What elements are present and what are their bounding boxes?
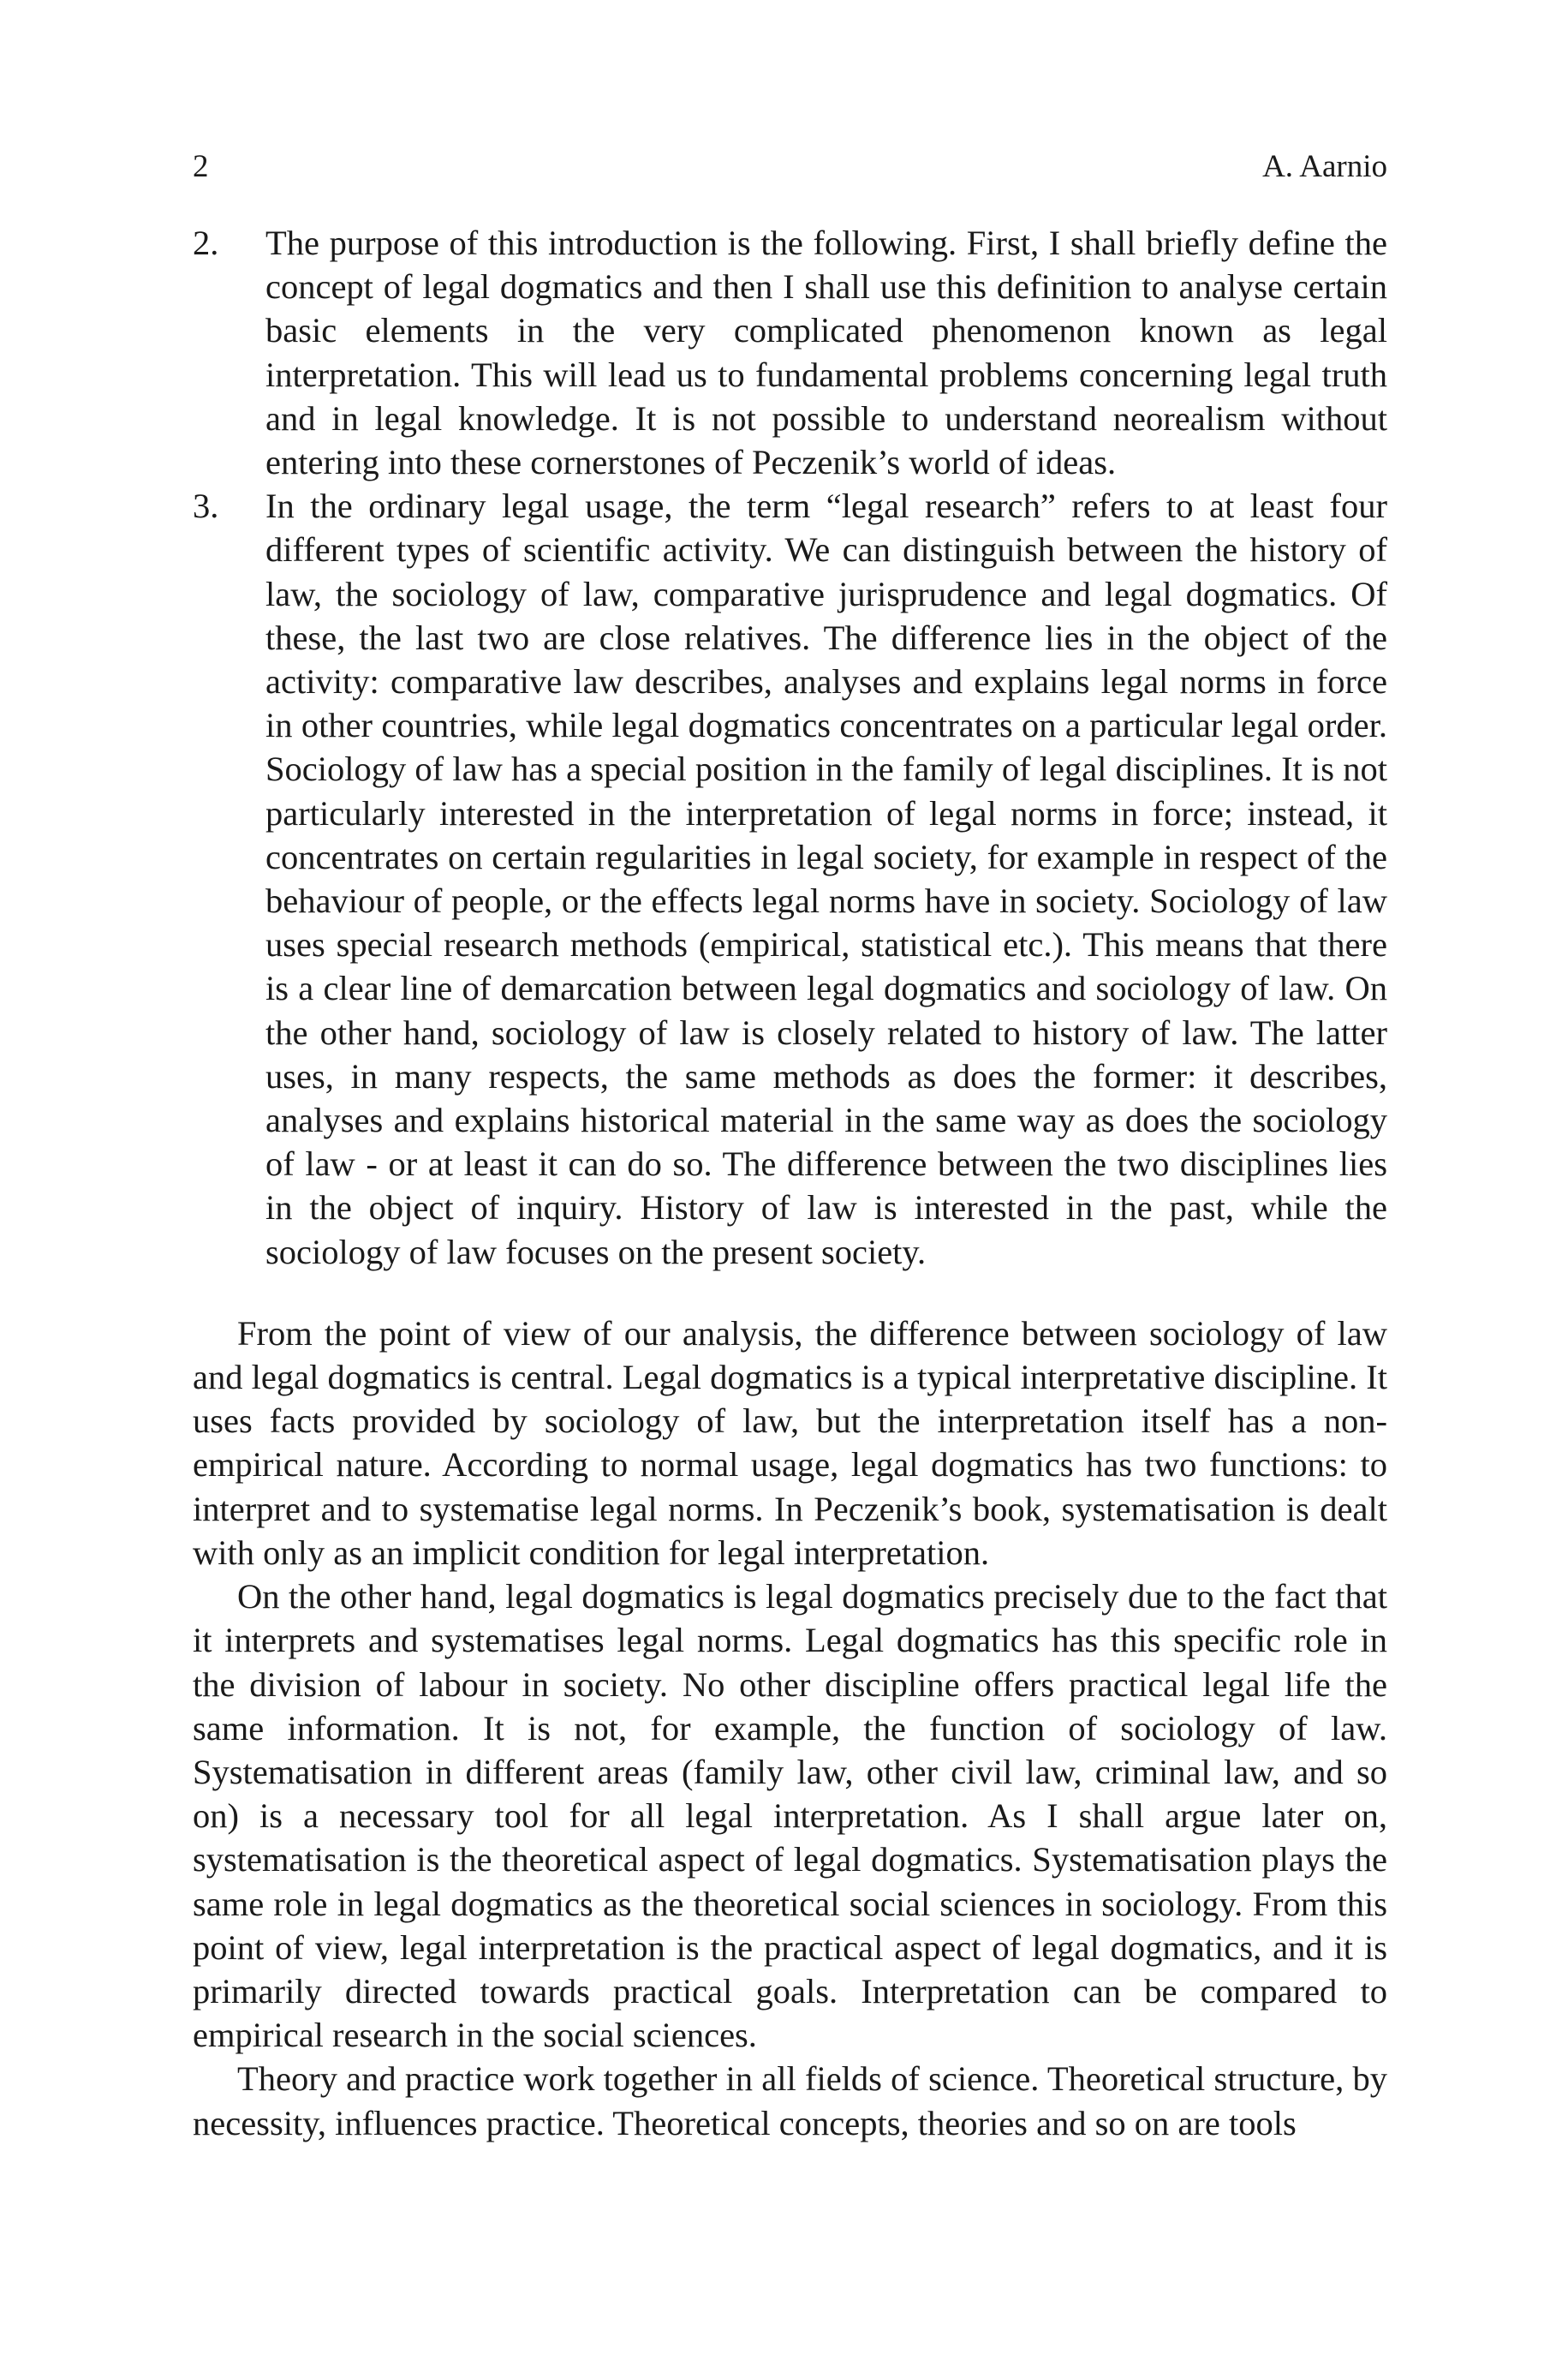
page-number: 2: [193, 149, 209, 184]
running-head: [193, 146, 1387, 188]
body-paragraph: Theory and practice work together in all fields of science. Theoretical structure, by necessity, influences practice. Theoretical concepts, theories and so on are tools: [193, 2059, 1387, 2142]
body-paragraph: On the other hand, legal dogmatics is legal dogmatics precisely due to the fact that it interprets and systematises legal norms. Legal dogmatics has this specific role in the division of labour in society. No other discipline offers practical legal life the same information. It is not, for example, the function of sociology of law. Systematisation in different areas (family law, other civil law, criminal law, and so on) is a necessary tool for all legal interpretation. As I shall argue later on, systematisation is the theoretical aspect of legal dogmatics. Systematisation plays the same role in legal dogmatics as the theoretical social sciences in sociology. From this point of view, legal interpretation is the practical aspect of legal dogmatics, and it is primarily directed towards practical goals. Interpretation can be compared to empirical research in the social sciences.: [193, 1577, 1387, 2055]
running-head-author: A. Aarnio: [1262, 149, 1387, 184]
paragraph-number: 3.: [193, 487, 219, 526]
paragraph-text: In the ordinary legal usage, the term “legal research” refers to at least four different types of scientific activity. We can distinguish between the history of law, the sociology of law, comparative jurisprudence and legal dogmatics. Of these, the last two are close relatives. The difference lies in the object of the activity: comparative law describes, analyses and explains legal norms in force in other countries, while legal dogmatics concentrates on a particular legal order. Sociology of law has a special position in the family of legal disciplines. It is not particularly interested in the interpretation of legal norms in force; instead, it concentrates on certain regularities in legal society, for example in respect of the behaviour of people, or the effects legal norms have in society. Sociology of law uses special research methods (empirical, statistical etc.). This means that there is a clear line of demarcation between legal dogmatics and sociology of law. On the other hand, sociology of law is closely related to history of law. The latter uses, in many respects, the same methods as does the former: it describes, analyses and explains historical material in the same way as does the sociology of law - or at least it can do so. The difference between the two disciplines lies in the object of inquiry. History of law is interested in the past, while the sociology of law focuses on the present society.: [265, 487, 1387, 1271]
paragraph-number: 2.: [193, 224, 219, 262]
book-page: [193, 146, 1387, 2145]
numbered-paragraph-2: [193, 221, 1387, 484]
numbered-paragraph-3: [193, 484, 1387, 1274]
body-paragraph: From the point of view of our analysis, the difference between sociology of law and legal dogmatics is central. Legal dogmatics is a typical interpretative discipline. It uses facts provided by sociology of law, but the interpretation itself has a nonempirical nature. According to normal usage, legal dogmatics has two functions: to interpret and to systematise legal norms. In Peczenik’s book, systematisation is dealt with only as an implicit condition for legal interpretation.: [193, 1313, 1387, 1572]
body-text: [193, 221, 1387, 2145]
paragraph-text: The purpose of this introduction is the following. First, I shall briefly define the concept of legal dogmatics and then I shall use this definition to analyse certain basic elements in the very complicated phenomenon known as legal interpretation. This will lead us to fundamental problems concerning legal truth and in legal knowledge. It is not possible to understand neorealism without entering into these cornerstones of Peczenik’s world of ideas.: [265, 224, 1387, 482]
